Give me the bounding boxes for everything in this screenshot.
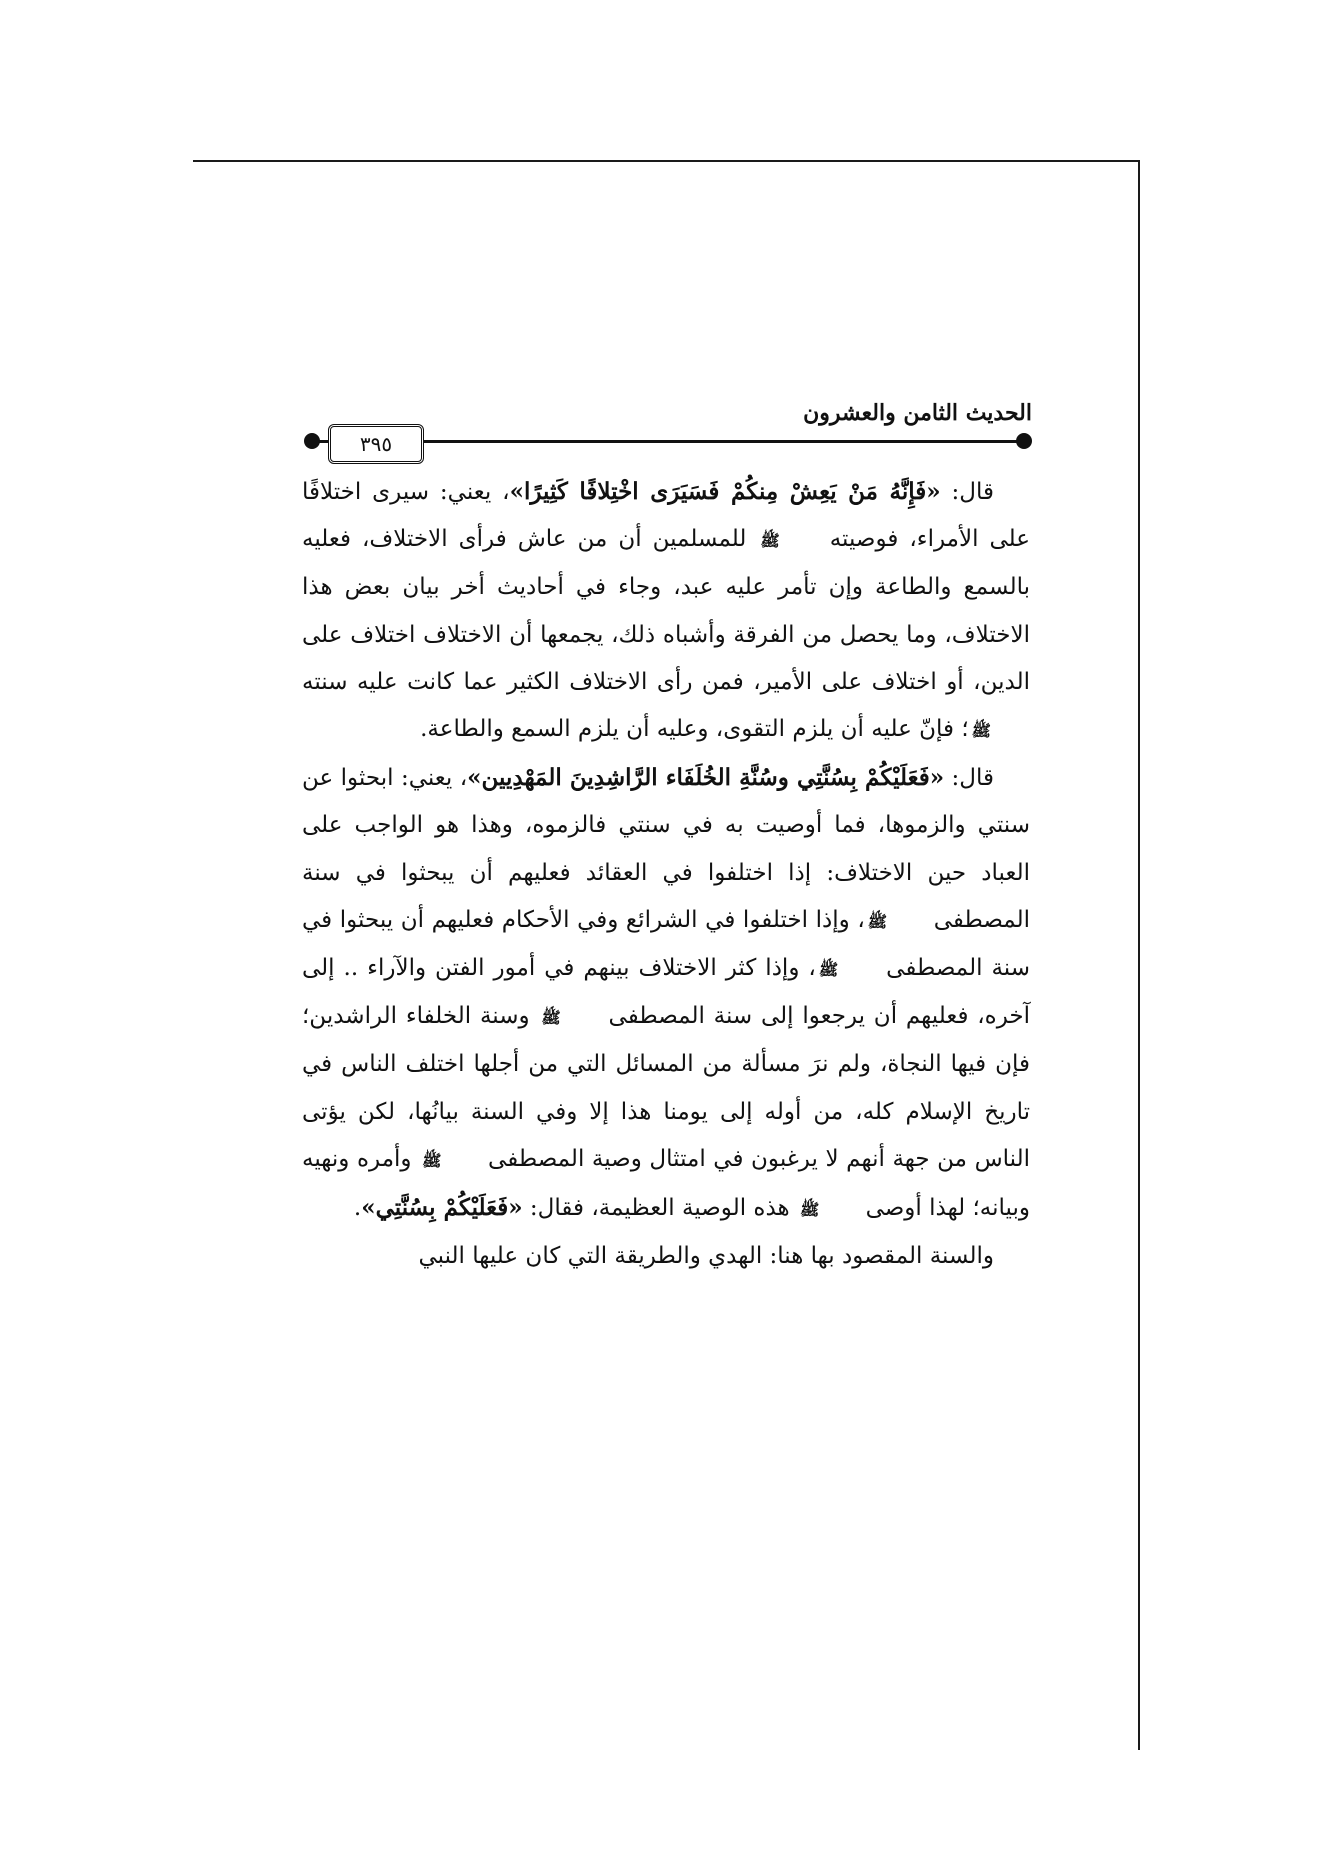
page-header xyxy=(302,400,1032,460)
text-run: قال: xyxy=(940,479,994,505)
text-run: وسنة الخلفاء الراشدين؛ فإن فيها النجاة، ولم نرَ مسألة من المسائل التي من أجلها اختلف الناس في تاريخ الإسلام كله، من أوله إلى يومنا هذا إلا وفي السنة بيانُها، لكن يؤتى الناس من جهة أنهم لا يرغبون في امتثال وصية المصطفى xyxy=(302,1003,1031,1172)
salawat-glyph: ﷺ xyxy=(971,721,991,741)
page-edge-top xyxy=(193,160,1140,162)
text-run: هذه الوصية العظيمة، فقال: xyxy=(522,1195,797,1222)
text-run: . xyxy=(353,1195,362,1222)
salawat-glyph: ﷺ xyxy=(760,531,780,551)
salawat-glyph: ﷺ xyxy=(422,1150,442,1170)
text-run: ، وإذا كثر الاختلاف بينهم في أمور الفتن والآراء .. إلى آخره، فعليهم أن يرجعوا إلى سنة المصطفى xyxy=(302,955,1030,1030)
text-run: ، يعني: ابحثوا عن سنتي والزموها، فما أوصيت به في سنتي فالزموه، وهذا هو الواجب على العباد حين الاختلاف: إذا اختلفوا في العقائد فعليهم أن يبحثوا في سنة المصطفى xyxy=(302,765,1031,933)
text-run: قال: xyxy=(944,765,994,792)
hadith-quote: «فَعَلَيْكُمْ بِسُنَّتِي وسُنَّةِ الخُلَفَاء الرَّاشِدِينَ المَهْدِيين» xyxy=(467,764,945,792)
page-edge-right xyxy=(1138,160,1140,1750)
rule-end-dot-left xyxy=(304,433,320,449)
hadith-quote: «فَعَلَيْكُمْ بِسُنَّتِي» xyxy=(361,1194,523,1222)
salawat-glyph: ﷺ xyxy=(867,911,888,931)
paragraph xyxy=(302,468,1030,754)
text-run: للمسلمين أن من عاش فرأى الاختلاف، فعليه بالسمع والطاعة وإن تأمر عليه عبد، وجاء في أحاديث أخر بيان بعض هذا الاختلاف، وما يحصل من الفرقة وأشباه ذلك، يجمعها أن الاختلاف اختلاف على الدين، أو اختلاف على الأمير، فمن رأى الاختلاف الكثير عما كانت عليه سنته xyxy=(302,526,1030,695)
text-run: ، يعني: سيرى اختلافًا على الأمراء، فوصيته xyxy=(302,479,1030,553)
salawat-glyph: ﷺ xyxy=(818,960,839,980)
salawat-glyph: ﷺ xyxy=(799,1200,820,1220)
running-title: الحديث الثامن والعشرون xyxy=(803,400,1032,426)
text-run: ؛ فإنّ عليه أن يلزم التقوى، وعليه أن يلزم السمع والطاعة. xyxy=(420,716,969,743)
rule-end-dot-right xyxy=(1016,433,1032,449)
hadith-quote: «فَإِنَّهُ مَنْ يَعِشْ مِنكُمْ فَسَيَرَى اخْتِلافًا كَثِيرًا» xyxy=(509,478,941,505)
paragraph xyxy=(302,1233,1030,1280)
text-run: ، وإذا اختلفوا في الشرائع وفي الأحكام فعليهم أن يبحثوا في سنة المصطفى xyxy=(302,906,1030,982)
text-run: والسنة المقصود بها هنا: الهدي والطريقة التي كان عليها النبي xyxy=(418,1243,994,1270)
text-run: وأمره ونهيه وبيانه؛ لهذا أوصى xyxy=(302,1145,1030,1222)
salawat-glyph: ﷺ xyxy=(541,1008,561,1028)
paragraph xyxy=(302,754,1030,1233)
main-text xyxy=(302,468,1030,1280)
page-number: ٣٩٥ xyxy=(328,424,424,464)
